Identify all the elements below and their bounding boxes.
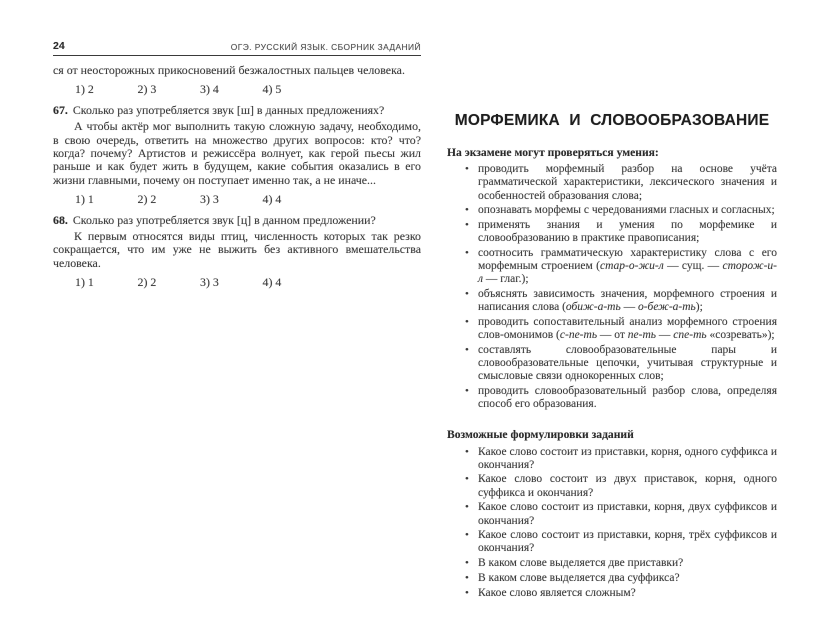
answer-option <box>263 193 326 206</box>
skill-item <box>478 163 777 203</box>
skill-item <box>478 316 777 342</box>
text-segment: В каком слове выделяется два суффикса? <box>478 571 680 584</box>
exercise-67-question-text: Сколько раз употребляется звук [ш] в данных предложениях? <box>72 102 385 117</box>
text-segment: спе-ть <box>673 329 707 342</box>
exercise-68-question-text: Сколько раз употребляется звук [ц] в данном предложении? <box>72 212 376 227</box>
skills-list <box>447 163 777 411</box>
text-segment: 3) 3 <box>200 275 219 290</box>
left-page <box>53 40 421 297</box>
answer-option <box>263 276 326 289</box>
text-segment: Какое слово является сложным? <box>478 586 636 599</box>
text-segment: проводить морфемный разбор на основе учёта грамматической характеристики, лексического значения и особенностей образования слова; <box>478 163 777 202</box>
text-segment: с-пе-ть <box>559 329 598 342</box>
continuation-paragraph: ся от неосторожных прикосновений безжалостных пальцев человека. <box>53 63 405 77</box>
exercise-68-number: 68. <box>53 212 68 227</box>
task-item <box>478 557 777 570</box>
text-segment: соотносить грамматическую характеристику слова с его морфемным строением ( <box>478 246 777 273</box>
text-segment: Какое слово состоит из приставки, корня, одного суффикса и окончания? <box>478 445 777 471</box>
page-number: 24 <box>53 40 65 52</box>
text-segment: обиж-а-ть <box>565 301 621 314</box>
skill-item <box>478 219 777 245</box>
skill-item <box>478 204 777 217</box>
answer-option <box>200 193 263 206</box>
exercise-67-question <box>53 104 421 117</box>
text-segment: — <box>620 301 638 314</box>
text-segment: — сущ. — <box>663 260 723 273</box>
text-segment: опознавать морфемы с чередованиями гласных и согласных; <box>478 204 775 217</box>
running-title: ОГЭ. РУССКИЙ ЯЗЫК. СБОРНИК ЗАДАНИЙ <box>230 42 421 52</box>
page-header <box>53 40 421 56</box>
skill-item <box>478 247 777 287</box>
text-segment: проводить сопоставительный анализ морфемного строения слов-омонимов ( <box>478 315 777 342</box>
answer-option <box>75 276 138 289</box>
text-segment: 4) 5 <box>262 82 282 97</box>
answer-options-67 <box>53 193 421 206</box>
text-segment: — глаг.); <box>483 273 529 286</box>
task-item <box>478 587 777 600</box>
answer-option <box>200 276 263 289</box>
answer-options-68 <box>53 276 421 289</box>
text-segment: «созревать»); <box>706 329 775 342</box>
text-segment: 1) 1 <box>75 275 94 290</box>
text-segment: — <box>656 329 674 342</box>
skill-item <box>478 385 777 411</box>
text-segment: 1) 1 <box>75 192 94 207</box>
answer-option <box>200 83 263 96</box>
tasks-list <box>447 446 777 600</box>
text-segment: применять знания и умения по морфемике и словообразованию в практике правописания; <box>478 219 777 245</box>
exercise-67-number: 67. <box>53 102 68 117</box>
text-segment: ); <box>695 301 703 314</box>
text-segment: 3) 4 <box>200 82 219 97</box>
text-segment: проводить словообразовательный разбор слова, определяя способ его образования. <box>478 384 777 411</box>
text-segment: — от <box>597 329 628 342</box>
exercise-67-passage: А чтобы актёр мог выполнить такую сложную задачу, необходимо, в свою очередь, ответить на множество других вопросов: кто? что? когда? почему? Артистов и режиссёра волнует, как герой пьесы жил раньше и как будет жить в будущем, какие события оказались в его жизни главными, почему он поступает именно так, а не иначе... <box>53 119 421 187</box>
text-segment: сторож-и-л <box>478 260 777 286</box>
exercise-67 <box>53 104 421 207</box>
task-item <box>478 501 777 527</box>
text-segment: 4) 4 <box>262 275 282 290</box>
right-page <box>447 112 777 601</box>
text-segment: 1) 2 <box>75 82 94 97</box>
text-segment: В каком слове выделяется две приставки? <box>478 557 684 570</box>
text-segment: стар-о-жи-л <box>599 260 664 273</box>
text-segment: Какое слово состоит из приставки, корня, двух суффиксов и окончания? <box>478 501 777 527</box>
text-segment: 3) 3 <box>200 192 219 207</box>
answer-option <box>75 83 138 96</box>
text-segment: объяснять зависимость значения, морфемного строения и написания слова ( <box>478 288 777 314</box>
skills-heading: На экзамене могут проверяться умения: <box>447 146 659 159</box>
skill-item <box>478 288 777 314</box>
tasks-heading: Возможные формулировки заданий <box>447 428 634 442</box>
exercise-68 <box>53 214 421 290</box>
section-title: МОРФЕМИКА И СЛОВООБРАЗОВАНИЕ <box>454 112 770 129</box>
skill-item <box>478 344 777 384</box>
text-segment: пе-ть <box>627 329 657 342</box>
task-item <box>478 529 777 555</box>
answer-option <box>138 193 201 206</box>
text-segment: 4) 4 <box>262 192 282 207</box>
answer-option <box>138 276 201 289</box>
task-item <box>478 473 777 499</box>
answer-option <box>263 83 326 96</box>
answer-option <box>138 83 201 96</box>
text-segment: составлять словообразовательные пары и словообразовательные цепочки, учитывая структурные и смысловые связи однокоренных слов; <box>478 343 777 383</box>
answer-option <box>75 193 138 206</box>
exercise-68-passage: К первым относятся виды птиц, численность которых так резко сокращается, что им уже не выжить без активного вмешательства человека. <box>53 229 421 270</box>
text-segment: 2) 3 <box>137 82 157 97</box>
text-segment: Какое слово состоит из приставки, корня, трёх суффиксов и окончания? <box>478 529 777 555</box>
text-segment: 2) 2 <box>137 275 157 290</box>
task-item <box>478 572 777 585</box>
answer-options-intro <box>53 83 421 96</box>
exercise-68-question <box>53 214 421 227</box>
task-item <box>478 446 777 472</box>
text-segment: Какое слово состоит из двух приставок, корня, одного суффикса и окончания? <box>478 473 777 499</box>
text-segment: о-беж-а-ть <box>637 301 696 314</box>
text-segment: 2) 2 <box>137 192 157 207</box>
